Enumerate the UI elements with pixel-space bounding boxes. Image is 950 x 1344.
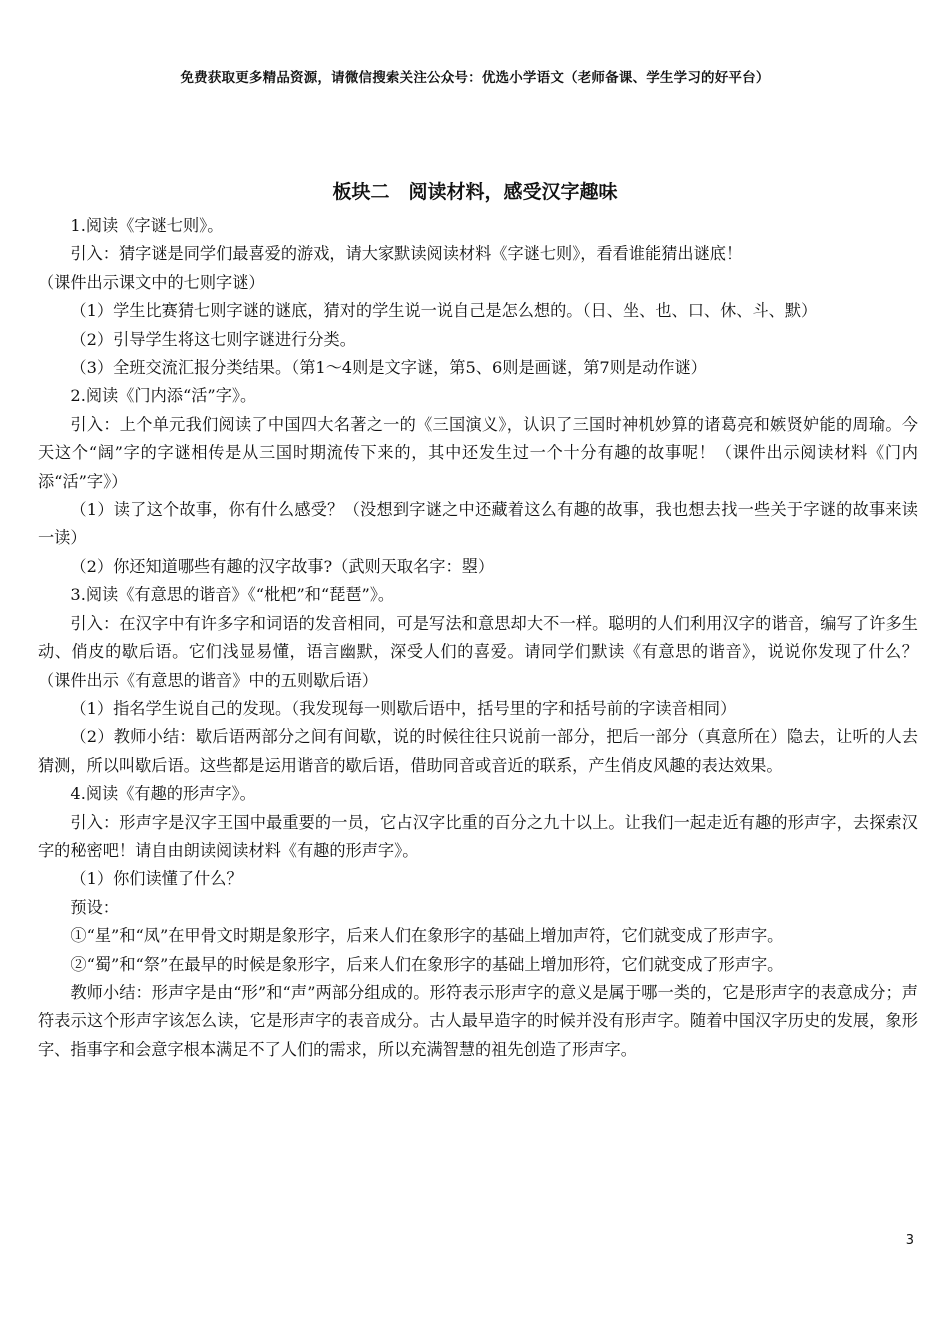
- heading-reading-2: 2.阅读《门内添“活”字》。: [70, 386, 257, 406]
- step-paragraph: （1）学生比赛猜七则字谜的谜底，猜对的学生说一说自己是怎么想的。（日、坐、也、口、休、斗、默）: [70, 301, 818, 321]
- heading-reading-1: 1.阅读《字谜七则》。: [70, 216, 224, 235]
- step-paragraph: （2）教师小结：歇后语两部分之间有间歇，说的时候往往只说前一部分，把后一部分（真意所在）隐去，让听的人去猜测，所以叫歇后语。这些都是运用谐音的歇后语，借助同音或音近的联系，产生俏皮风趣的表达效果。: [38, 727, 918, 775]
- step-paragraph: （1）你们读懂了什么？: [70, 869, 243, 889]
- promo-banner: 免费获取更多精品资源，请微信搜索关注公众号：优选小学语文（老师备课、学生学习的好平台）: [180, 70, 770, 86]
- preset-item: ②“蜀”和“祭”在最早的时候是象形字，后来人们在象形字的基础上增加形符，它们就变成了形声字。: [70, 954, 784, 974]
- intro-paragraph-4: 引入：形声字是汉字王国中最重要的一员，它占汉字比重的百分之九十以上。让我们一起走近有趣的形声字，去探索汉字的秘密吧！请自由朗读阅读材料《有趣的形声字》。: [38, 812, 918, 860]
- heading-reading-3: 3.阅读《有意思的谐音》《“枇杷”和“琵琶”》。: [70, 585, 395, 605]
- preset-item: ①“星”和“凤”在甲骨文时期是象形字，后来人们在象形字的基础上增加声符，它们就变成了形声字。: [70, 926, 784, 946]
- intro-paragraph-2: 引入：上个单元我们阅读了中国四大名著之一的《三国演义》，认识了三国时神机妙算的诸葛亮和嫉贤妒能的周瑜。今天这个“阔”字的字谜相传是从三国时期流传下来的，其中还发生过一个十分有趣的故事呢！（课件出示阅读材料《门内添“活”字》）: [38, 414, 918, 491]
- heading-reading-4: 4.阅读《有趣的形声字》。: [70, 784, 256, 804]
- step-paragraph: （1）指名学生说自己的发现。（我发现每一则歇后语中，括号里的字和括号前的字读音相同）: [70, 698, 737, 718]
- teacher-summary: 教师小结：形声字是由“形”和“声”两部分组成的。形符表示形声字的意义是属于哪一类的，它是形声字的表意成分；声符表示这个形声字该怎么读，它是形声字的表音成分。古人最早造字的时候并没有形声字。随着中国汉字历史的发展，象形字、指事字和会意字根本满足不了人们的需求，所以充满智慧的祖先创造了形声字。: [38, 982, 918, 1059]
- step-paragraph: （1）读了这个故事，你有什么感受？（没想到字谜之中还藏着这么有趣的故事，我也想去找一些关于字谜的故事来读一读）: [38, 500, 918, 548]
- lesson-content: [38, 212, 918, 1064]
- page-number: 3: [905, 1233, 914, 1248]
- step-paragraph: （2）你还知道哪些有趣的汉字故事?（武则天取名字：曌）: [70, 556, 495, 576]
- intro-paragraph-1: 引入：猜字谜是同学们最喜爱的游戏，请大家默读阅读材料《字谜七则》，看看谁能猜出谜底！: [70, 244, 743, 264]
- step-paragraph: （3）全班交流汇报分类结果。（第1～4则是文字谜，第5、6则是画谜，第7则是动作谜）: [70, 358, 707, 378]
- preset-label: 预设：: [70, 897, 119, 917]
- courseware-note-1: （课件出示课文中的七则字谜）: [38, 272, 265, 292]
- step-paragraph: （2）引导学生将这七则字谜进行分类。: [70, 329, 356, 349]
- section-title: 板块二 阅读材料，感受汉字趣味: [332, 181, 618, 203]
- intro-paragraph-3: 引入：在汉字中有许多字和词语的发音相同，可是写法和意思却大不一样。聪明的人们利用汉字的谐音，编写了许多生动、俏皮的歇后语。它们浅显易懂，语言幽默，深受人们的喜爱。请同学们默读《有意思的谐音》，说说你发现了什么？（课件出示《有意思的谐音》中的五则歇后语）: [38, 613, 918, 690]
